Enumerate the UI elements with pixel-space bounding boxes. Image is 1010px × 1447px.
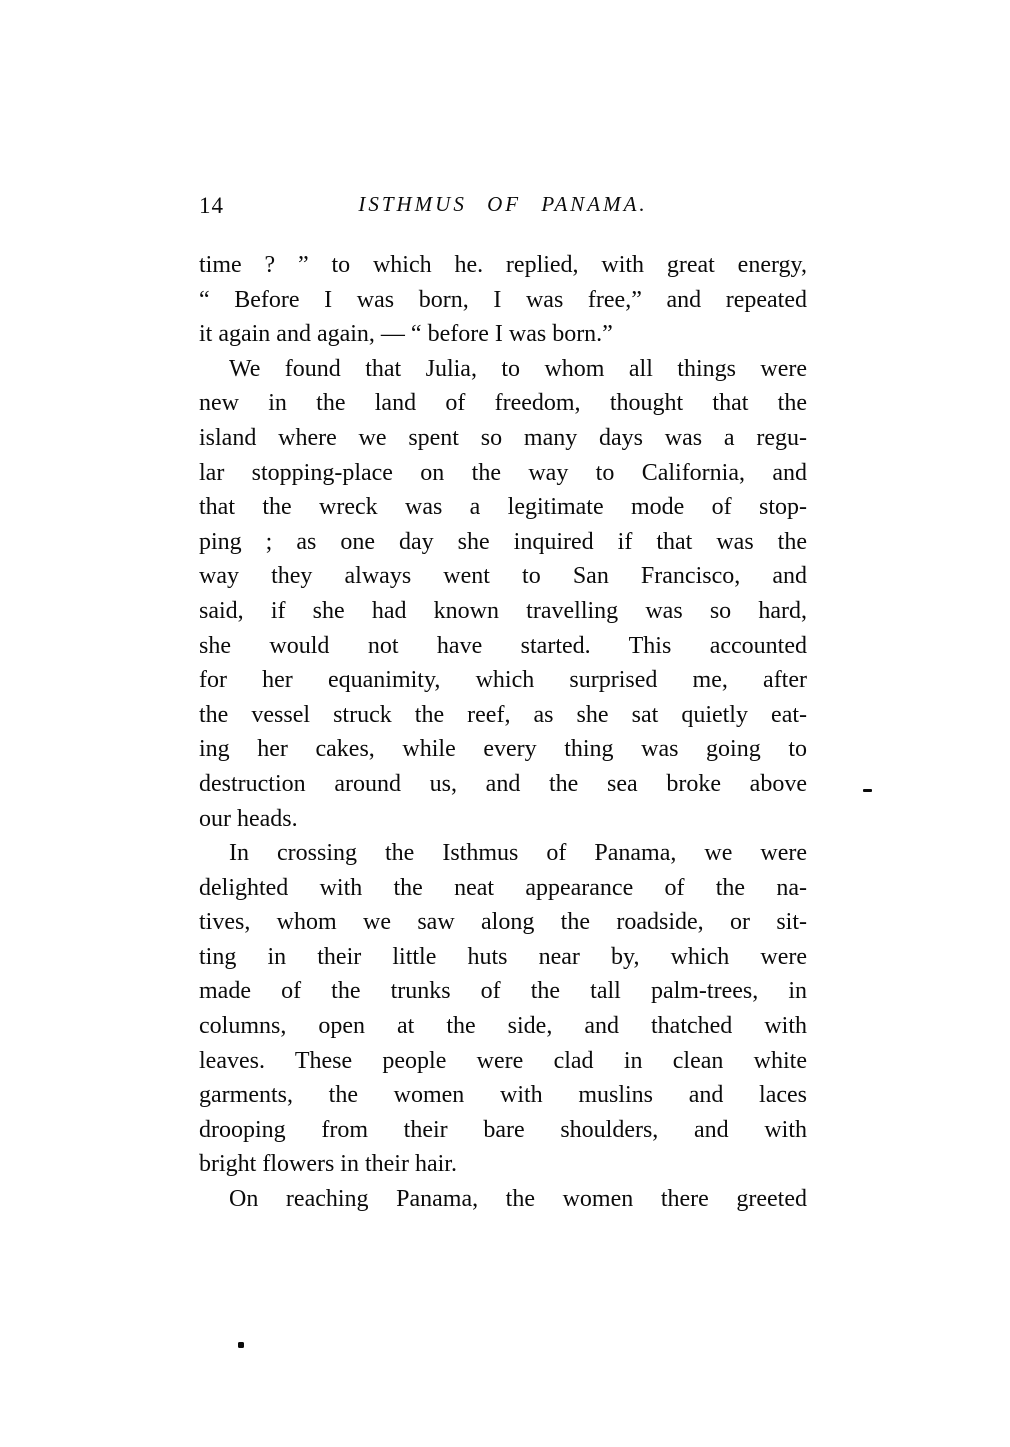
text-line: bright flowers in their hair. xyxy=(199,1151,457,1178)
text-line: “ Before I was born, I was free,” and repeated xyxy=(199,286,807,313)
text-line: it again and again, — “ before I was born.” xyxy=(199,321,613,348)
text-line: columns, open at the side, and thatched with xyxy=(199,1013,807,1040)
text-line: drooping from their bare shoulders, and with xyxy=(199,1116,807,1143)
text-line: In crossing the Isthmus of Panama, we were xyxy=(229,840,807,867)
text-line: We found that Julia, to whom all things were xyxy=(229,355,807,382)
text-line: On reaching Panama, the women there greeted xyxy=(229,1186,807,1213)
text-line: for her equanimity, which surprised me, after xyxy=(199,667,807,694)
running-head xyxy=(199,192,807,222)
text-line: destruction around us, and the sea broke above xyxy=(199,770,807,797)
text-line: lar stopping-place on the way to California, and xyxy=(199,459,807,486)
text-line: said, if she had known travelling was so hard, xyxy=(199,597,807,624)
text-line: way they always went to San Francisco, and xyxy=(199,563,807,590)
text-line: our heads. xyxy=(199,805,298,832)
text-line: leaves. These people were clad in clean white xyxy=(199,1047,807,1074)
text-line: new in the land of freedom, thought that the xyxy=(199,390,807,417)
text-line: island where we spent so many days was a regu- xyxy=(199,424,807,451)
text-line: tives, whom we saw along the roadside, or sit- xyxy=(199,909,807,936)
text-line: ping ; as one day she inquired if that was the xyxy=(199,528,807,555)
text-line: the vessel struck the reef, as she sat quietly eat- xyxy=(199,701,807,728)
footer-ink-dot-mark xyxy=(238,1342,244,1348)
text-line: ting in their little huts near by, which were xyxy=(199,943,807,970)
text-line: she would not have started. This accounted xyxy=(199,632,807,659)
text-line: that the wreck was a legitimate mode of stop- xyxy=(199,494,807,521)
page-number: 14 xyxy=(199,193,224,218)
margin-ink-dash-mark xyxy=(863,789,872,792)
text-line: time ? ” to which he. replied, with great energy, xyxy=(199,252,807,278)
body-text xyxy=(199,248,807,1217)
running-title: ISTHMUS OF PANAMA. xyxy=(358,192,648,216)
text-line: made of the trunks of the tall palm-trees, in xyxy=(199,978,807,1005)
text-line: delighted with the neat appearance of the na- xyxy=(199,874,807,901)
text-line: garments, the women with muslins and laces xyxy=(199,1082,807,1109)
text-line: ing her cakes, while every thing was going to xyxy=(199,736,807,763)
